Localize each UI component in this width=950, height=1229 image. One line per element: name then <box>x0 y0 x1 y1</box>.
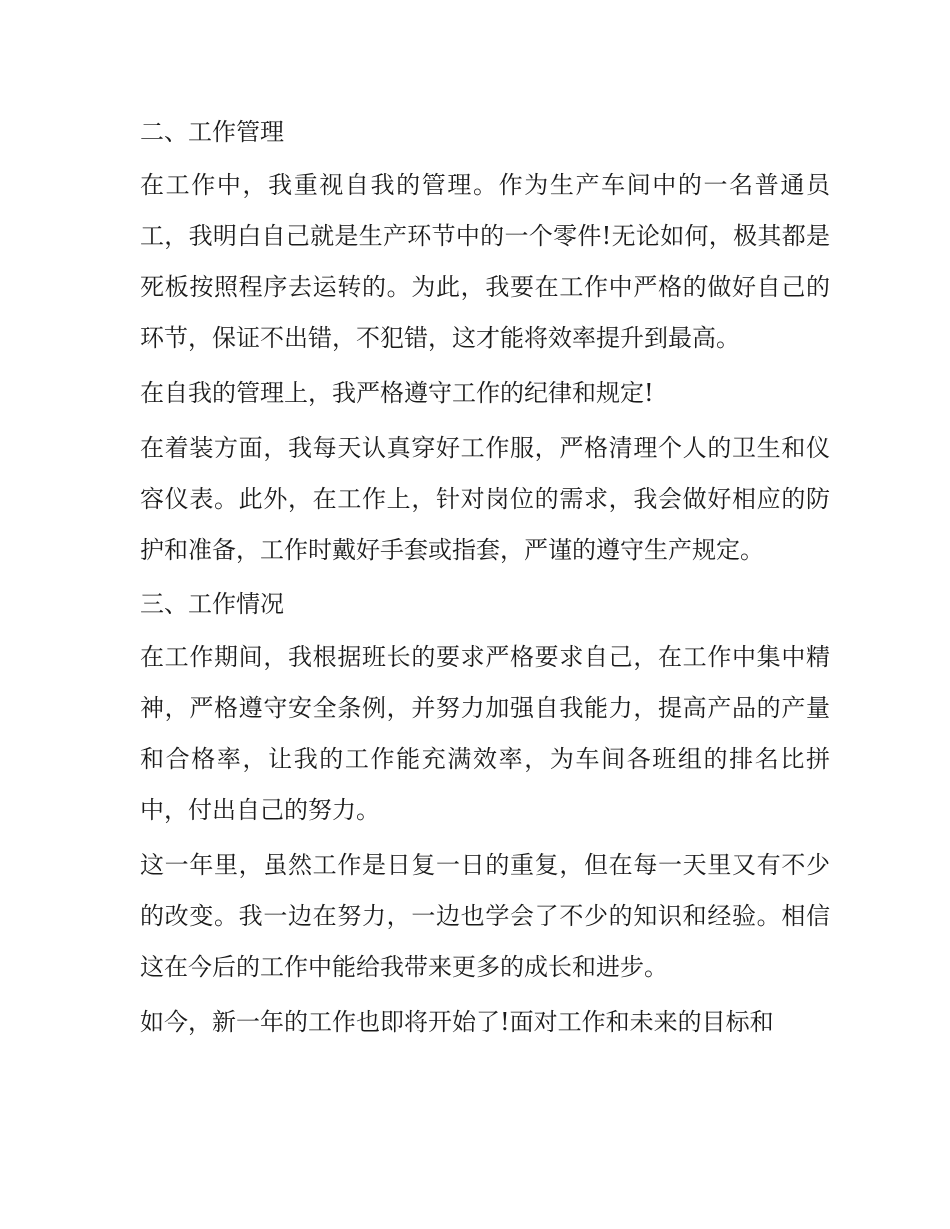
paragraph-work-period: 在工作期间，我根据班长的要求严格要求自己，在工作中集中精神，严格遵守安全条例，并努力加强自我能力，提高产品的产量和合格率，让我的工作能充满效率，为车间各班组的排名比拼中，付出自己的努力。 <box>140 643 830 824</box>
paragraph-new-year: 如今，新一年的工作也即将开始了!面对工作和未来的目标和 <box>140 1008 774 1036</box>
paragraph-self-management: 在工作中，我重视自我的管理。作为生产车间中的一名普通员工，我明白自己就是生产环节中的一个零件!无论如何，极其都是死板按照程序去运转的。为此，我要在工作中严格的做好自己的环节，保证不出错，不犯错，这才能将效率提升到最高。 <box>140 171 830 352</box>
document-body <box>140 108 830 1052</box>
section-heading-work-status: 三、工作情况 <box>140 590 284 618</box>
paragraph-this-year: 这一年里，虽然工作是日复一日的重复，但在每一天里又有不少的改变。我一边在努力，一边也学会了不少的知识和经验。相信这在今后的工作中能给我带来更多的成长和进步。 <box>140 851 830 981</box>
paragraph-discipline: 在自我的管理上，我严格遵守工作的纪律和规定! <box>140 379 654 407</box>
section-heading-work-management: 二、工作管理 <box>140 118 284 146</box>
paragraph-attire: 在着装方面，我每天认真穿好工作服，严格清理个人的卫生和仪容仪表。此外，在工作上，针对岗位的需求，我会做好相应的防护和准备，工作时戴好手套或指套，严谨的遵守生产规定。 <box>140 434 830 564</box>
